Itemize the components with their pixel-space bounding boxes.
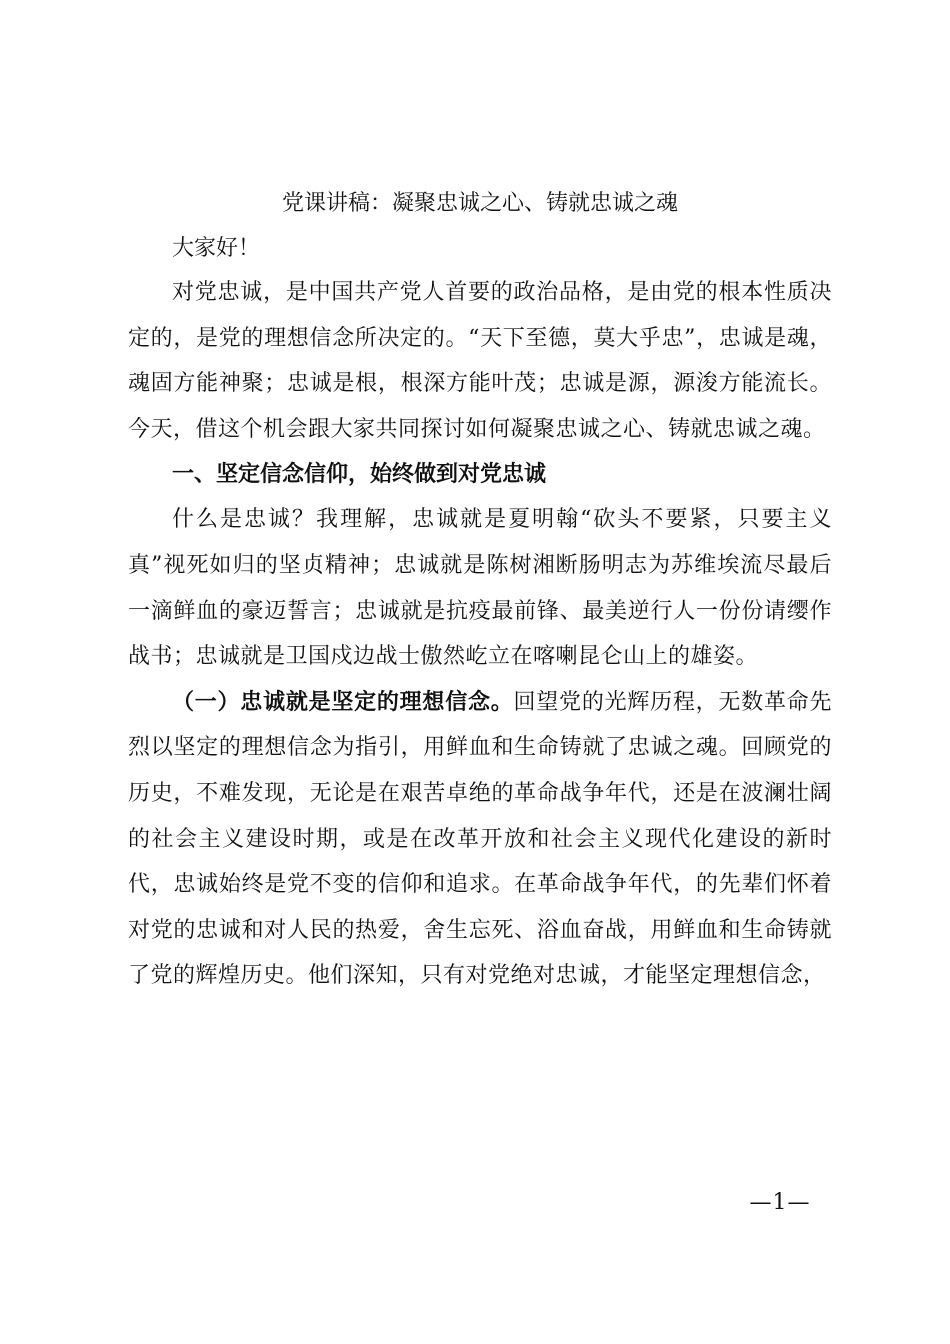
intro-paragraph: 对党忠诚，是中国共产党人首要的政治品格，是由党的根本性质决定的，是党的理想信念所决定的。“天下至德，莫大乎忠”，忠诚是魂，魂固方能神聚；忠诚是根，根深方能叶茂；忠诚是源，源浚方能流长。今天，借这个机会跟大家共同探讨如何凝聚忠诚之心、铸就忠诚之魂。 bbox=[128, 280, 832, 442]
subsection-1-paragraph bbox=[128, 680, 832, 999]
section-heading-1: 一、坚定信念信仰，始终做到对党忠诚 bbox=[172, 462, 547, 488]
document-body bbox=[128, 182, 832, 999]
greeting-line: 大家好！ bbox=[172, 236, 261, 261]
subsection-1-body: 回望党的光辉历程，无数革命先烈以坚定的理想信念为指引，用鲜血和生命铸就了忠诚之魂。回顾党的历史，不难发现，无论是在艰苦卓绝的革命战争年代，还是在波澜壮阔的社会主义建设时期，或是在改革开放和社会主义现代化建设的新时代，忠诚始终是党不变的信仰和追求。在革命战争年代，的先辈们怀着对党的忠诚和对人民的热爱，舍生忘死、浴血奋战，用鲜血和生命铸就了党的辉煌历史。他们深知，只有对党绝对忠诚，才能坚定理想信念， bbox=[128, 689, 832, 989]
page-number: —1— bbox=[749, 1190, 811, 1215]
document-title: 党课讲稿：凝聚忠诚之心、铸就忠诚之魂 bbox=[281, 191, 678, 216]
subsection-1-lead: （一）忠诚就是坚定的理想信念。 bbox=[172, 688, 514, 715]
section-1-paragraph: 什么是忠诚？我理解，忠诚就是夏明翰“砍头不要紧，只要主义真”视死如归的坚贞精神；忠诚就是陈树湘断肠明志为苏维埃流尽最后一滴鲜血的豪迈誓言；忠诚就是抗疫最前锋、最美逆行人一份份请缨作战书；忠诚就是卫国戍边战士傲然屹立在喀喇昆仑山上的雄姿。 bbox=[128, 507, 832, 670]
